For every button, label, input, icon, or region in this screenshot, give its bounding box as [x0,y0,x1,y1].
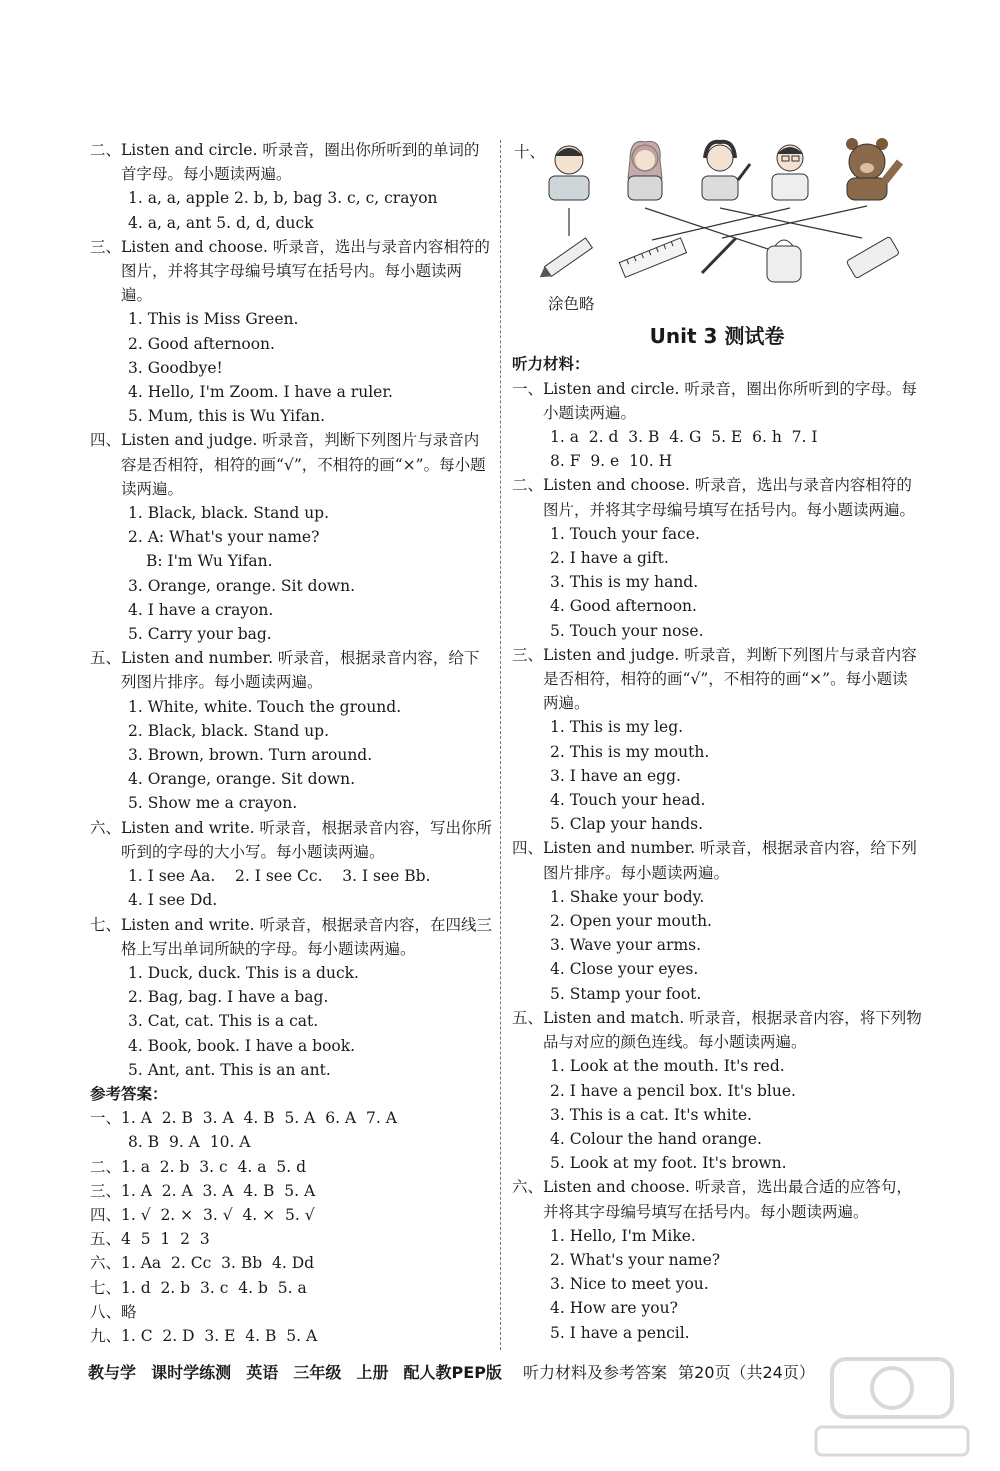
footer-section: 听力材料及参考答案 [523,1363,668,1382]
list-item: 3. Nice to meet you. [550,1275,709,1294]
list-item: 4. Touch your head. [550,791,706,810]
list-item: 4. Colour the hand orange. [550,1129,762,1148]
unit-title: Unit 3 测试卷 [649,324,785,349]
left-column [90,138,492,1348]
footer-brand: 教与学 [88,1363,137,1382]
section-6 [90,816,492,864]
answer-line: 四、1. √ 2. × 3. √ 4. × 5. √ [90,1205,315,1224]
boy-with-glasses-figure [772,145,808,200]
section-number: 一、 [512,379,544,398]
answer-line: 七、1. d 2. b 3. c 4. b 5. a [90,1278,307,1297]
list-item: 3. Wave your arms. [550,936,702,955]
footer-edition: 配人教PEP版 [403,1363,502,1382]
list-item: 5. Mum, this is Wu Yifan. [128,407,326,426]
list-item: 4. How are you? [550,1299,678,1318]
list-item: 2. What's your name? [550,1250,721,1269]
list-item: 5. I have a pencil. [550,1323,690,1342]
section-number: 六、 [90,818,122,837]
list-item: 8. F 9. e 10. H [550,452,673,471]
section-instruction: Listen and write. 听录音，根据录音内容，写出你所听到的字母的大小写。每小题读两遍。 [121,818,492,861]
girl-figure [628,141,662,200]
section-number: 七、 [90,915,122,934]
list-item: 1. a, a, apple 2. b, b, bag 3. c, c, crayon [128,189,438,208]
list-item: 1. Touch your face. [550,524,700,543]
list-item: 4. Orange, orange. Sit down. [128,770,356,789]
list-item: 1. Hello, I'm Mike. [550,1226,696,1245]
section-number: 二、 [512,476,544,495]
list-item: 2. Good afternoon. [128,334,275,353]
section-instruction: Listen and judge. 听录音，判断下列图片与录音内容是否相符，相符的画“√”，不相符的画“×”。每小题读两遍。 [121,431,486,498]
footer-subject: 英语 [246,1363,279,1382]
watermark-logo-icon [802,1353,982,1463]
section-3 [90,235,492,308]
list-item: 2. A: What's your name? [128,528,320,547]
boy-figure [549,146,589,200]
section-1 [512,377,922,425]
pencil-item [702,238,736,273]
answer-line: 八、略 [90,1302,137,1321]
section-number: 三、 [90,237,122,256]
bear-figure [846,138,900,200]
list-item: 3. Cat, cat. This is a cat. [128,1012,319,1031]
column-divider [500,140,501,1350]
list-item: 2. I have a pencil box. It's blue. [550,1081,796,1100]
matching-illustration [512,138,922,288]
list-item: 4. Good afternoon. [550,597,697,616]
list-item: 5. Show me a crayon. [128,794,298,813]
section-instruction: Listen and match. 听录音，根据录音内容，将下列物品与对应的颜色连线。每小题读两遍。 [543,1008,922,1052]
list-item: 5. Carry your bag. [128,625,272,644]
list-item: 1. I see Aa. 2. I see Cc. 3. I see Bb. [128,867,431,886]
section-instruction: Listen and judge. 听录音，判断下列图片与录音内容是否相符，相符的画“√”，不相符的画“×”。每小题读两遍。 [543,645,917,713]
listening-title: 听力材料： [512,354,590,374]
list-item: 4. I have a crayon. [128,600,274,619]
page-footer [88,1360,918,1383]
section-instruction: Listen and choose. 听录音，选出与录音内容相符的图片，并将其字母编号填写在括号内。每小题读两遍。 [121,237,490,305]
crayon-item [536,238,592,282]
list-item: 4. a, a, ant 5. d, d, duck [128,213,314,232]
section-3 [512,643,922,716]
pencil-box-item [846,236,899,278]
list-item: 3. I have an egg. [550,766,681,785]
list-item: 2. Bag, bag. I have a bag. [128,988,329,1007]
answer-line: 二、1. a 2. b 3. c 4. a 5. d [90,1157,307,1176]
section-instruction: Listen and number. 听录音，根据录音内容，给下列图片排序。每小题读两遍。 [543,839,917,882]
list-item: 3. This is a cat. It's white. [550,1105,752,1124]
answer-line: 五、4 5 1 2 3 [90,1230,210,1249]
bag-item [767,240,801,282]
right-column [512,138,922,1345]
section-instruction: Listen and circle. 听录音，圈出你所听到的单词的首字母。每小题读两遍。 [121,141,480,184]
section-instruction: Listen and write. 听录音，根据录音内容，在四线三格上写出单词所缺的字母。每小题读两遍。 [121,915,492,958]
section-number: 三、 [512,645,544,664]
answer-line: 8. B 9. A 10. A [128,1133,251,1152]
list-item: 3. Brown, brown. Turn around. [128,746,373,765]
section-number: 二、 [90,141,122,159]
section-instruction: Listen and choose. 听录音，选出最合适的应答句，并将其字母编号填写在括号内。每小题读两遍。 [543,1178,912,1221]
list-item: 4. Book, book. I have a book. [128,1036,356,1055]
list-item: 4. Close your eyes. [550,960,699,979]
section-4 [90,428,492,501]
ruler-item [619,238,686,278]
list-item: 1. Look at the mouth. It's red. [550,1057,785,1076]
list-item: 5. Look at my foot. It's brown. [550,1154,787,1173]
section-number: 六、 [512,1178,544,1197]
list-item: 1. This is my leg. [550,718,684,737]
list-item: 4. I see Dd. [128,891,218,910]
list-item: 2. Black, black. Stand up. [128,721,330,740]
footer-volume: 上册 [356,1363,389,1382]
section-7 [90,913,492,961]
answer-line: 六、1. Aa 2. Cc 3. Bb 4. Dd [90,1254,315,1273]
section-instruction: Listen and number. 听录音，根据录音内容，给下列图片排序。每小题读两遍。 [121,649,480,692]
list-item: B: I'm Wu Yifan. [146,552,273,571]
footer-page: 第20页（共24页） [678,1363,815,1382]
footer-series: 课时学练测 [151,1363,232,1382]
list-item: 1. a 2. d 3. B 4. G 5. E 6. h 7. I [550,428,818,447]
list-item: 2. This is my mouth. [550,742,710,761]
section-number: 十、 [514,143,546,161]
answer-line: 九、1. C 2. D 3. E 4. B 5. A [90,1326,318,1345]
characters-and-items-figure [512,138,922,288]
section-2 [90,138,492,186]
section-4 [512,836,922,884]
match-line [722,206,867,238]
list-item: 5. Ant, ant. This is an ant. [128,1060,331,1079]
section-number: 五、 [512,1008,544,1027]
list-item: 1. White, white. Touch the ground. [128,697,402,716]
list-item: 1. This is Miss Green. [128,310,299,329]
footer-grade: 三年级 [293,1363,342,1382]
list-item: 5. Touch your nose. [550,621,704,640]
list-item: 2. I have a gift. [550,549,669,568]
section-5 [90,646,492,694]
woman-figure [702,142,750,200]
section-instruction: Listen and circle. 听录音，圈出你所听到的字母。每小题读两遍。 [543,379,917,422]
section-number: 四、 [512,839,544,858]
list-item: 2. Open your mouth. [550,912,712,931]
list-item: 1. Black, black. Stand up. [128,504,330,523]
answer-line: 三、1. A 2. A 3. A 4. B 5. A [90,1181,316,1200]
section-6 [512,1175,922,1223]
answer-line: 一、1. A 2. B 3. A 4. B 5. A 6. A 7. A [90,1109,397,1128]
coloring-note: 涂色略 [548,295,595,313]
list-item: 3. Orange, orange. Sit down. [128,576,356,595]
section-instruction: Listen and choose. 听录音，选出与录音内容相符的图片，并将其字母编号填写在括号内。每小题读两遍。 [543,476,916,519]
section-5 [512,1006,922,1054]
section-2 [512,473,922,521]
answers-title: 参考答案： [90,1083,168,1103]
list-item: 1. Duck, duck. This is a duck. [128,963,359,982]
section-number: 五、 [90,649,122,668]
match-line [652,208,790,240]
list-item: 4. Hello, I'm Zoom. I have a ruler. [128,383,393,402]
list-item: 3. This is my hand. [550,573,699,592]
list-item: 5. Clap your hands. [550,815,704,834]
list-item: 3. Goodbye! [128,358,223,377]
list-item: 1. Shake your body. [550,887,705,906]
section-number: 四、 [90,431,122,450]
list-item: 5. Stamp your foot. [550,984,702,1003]
